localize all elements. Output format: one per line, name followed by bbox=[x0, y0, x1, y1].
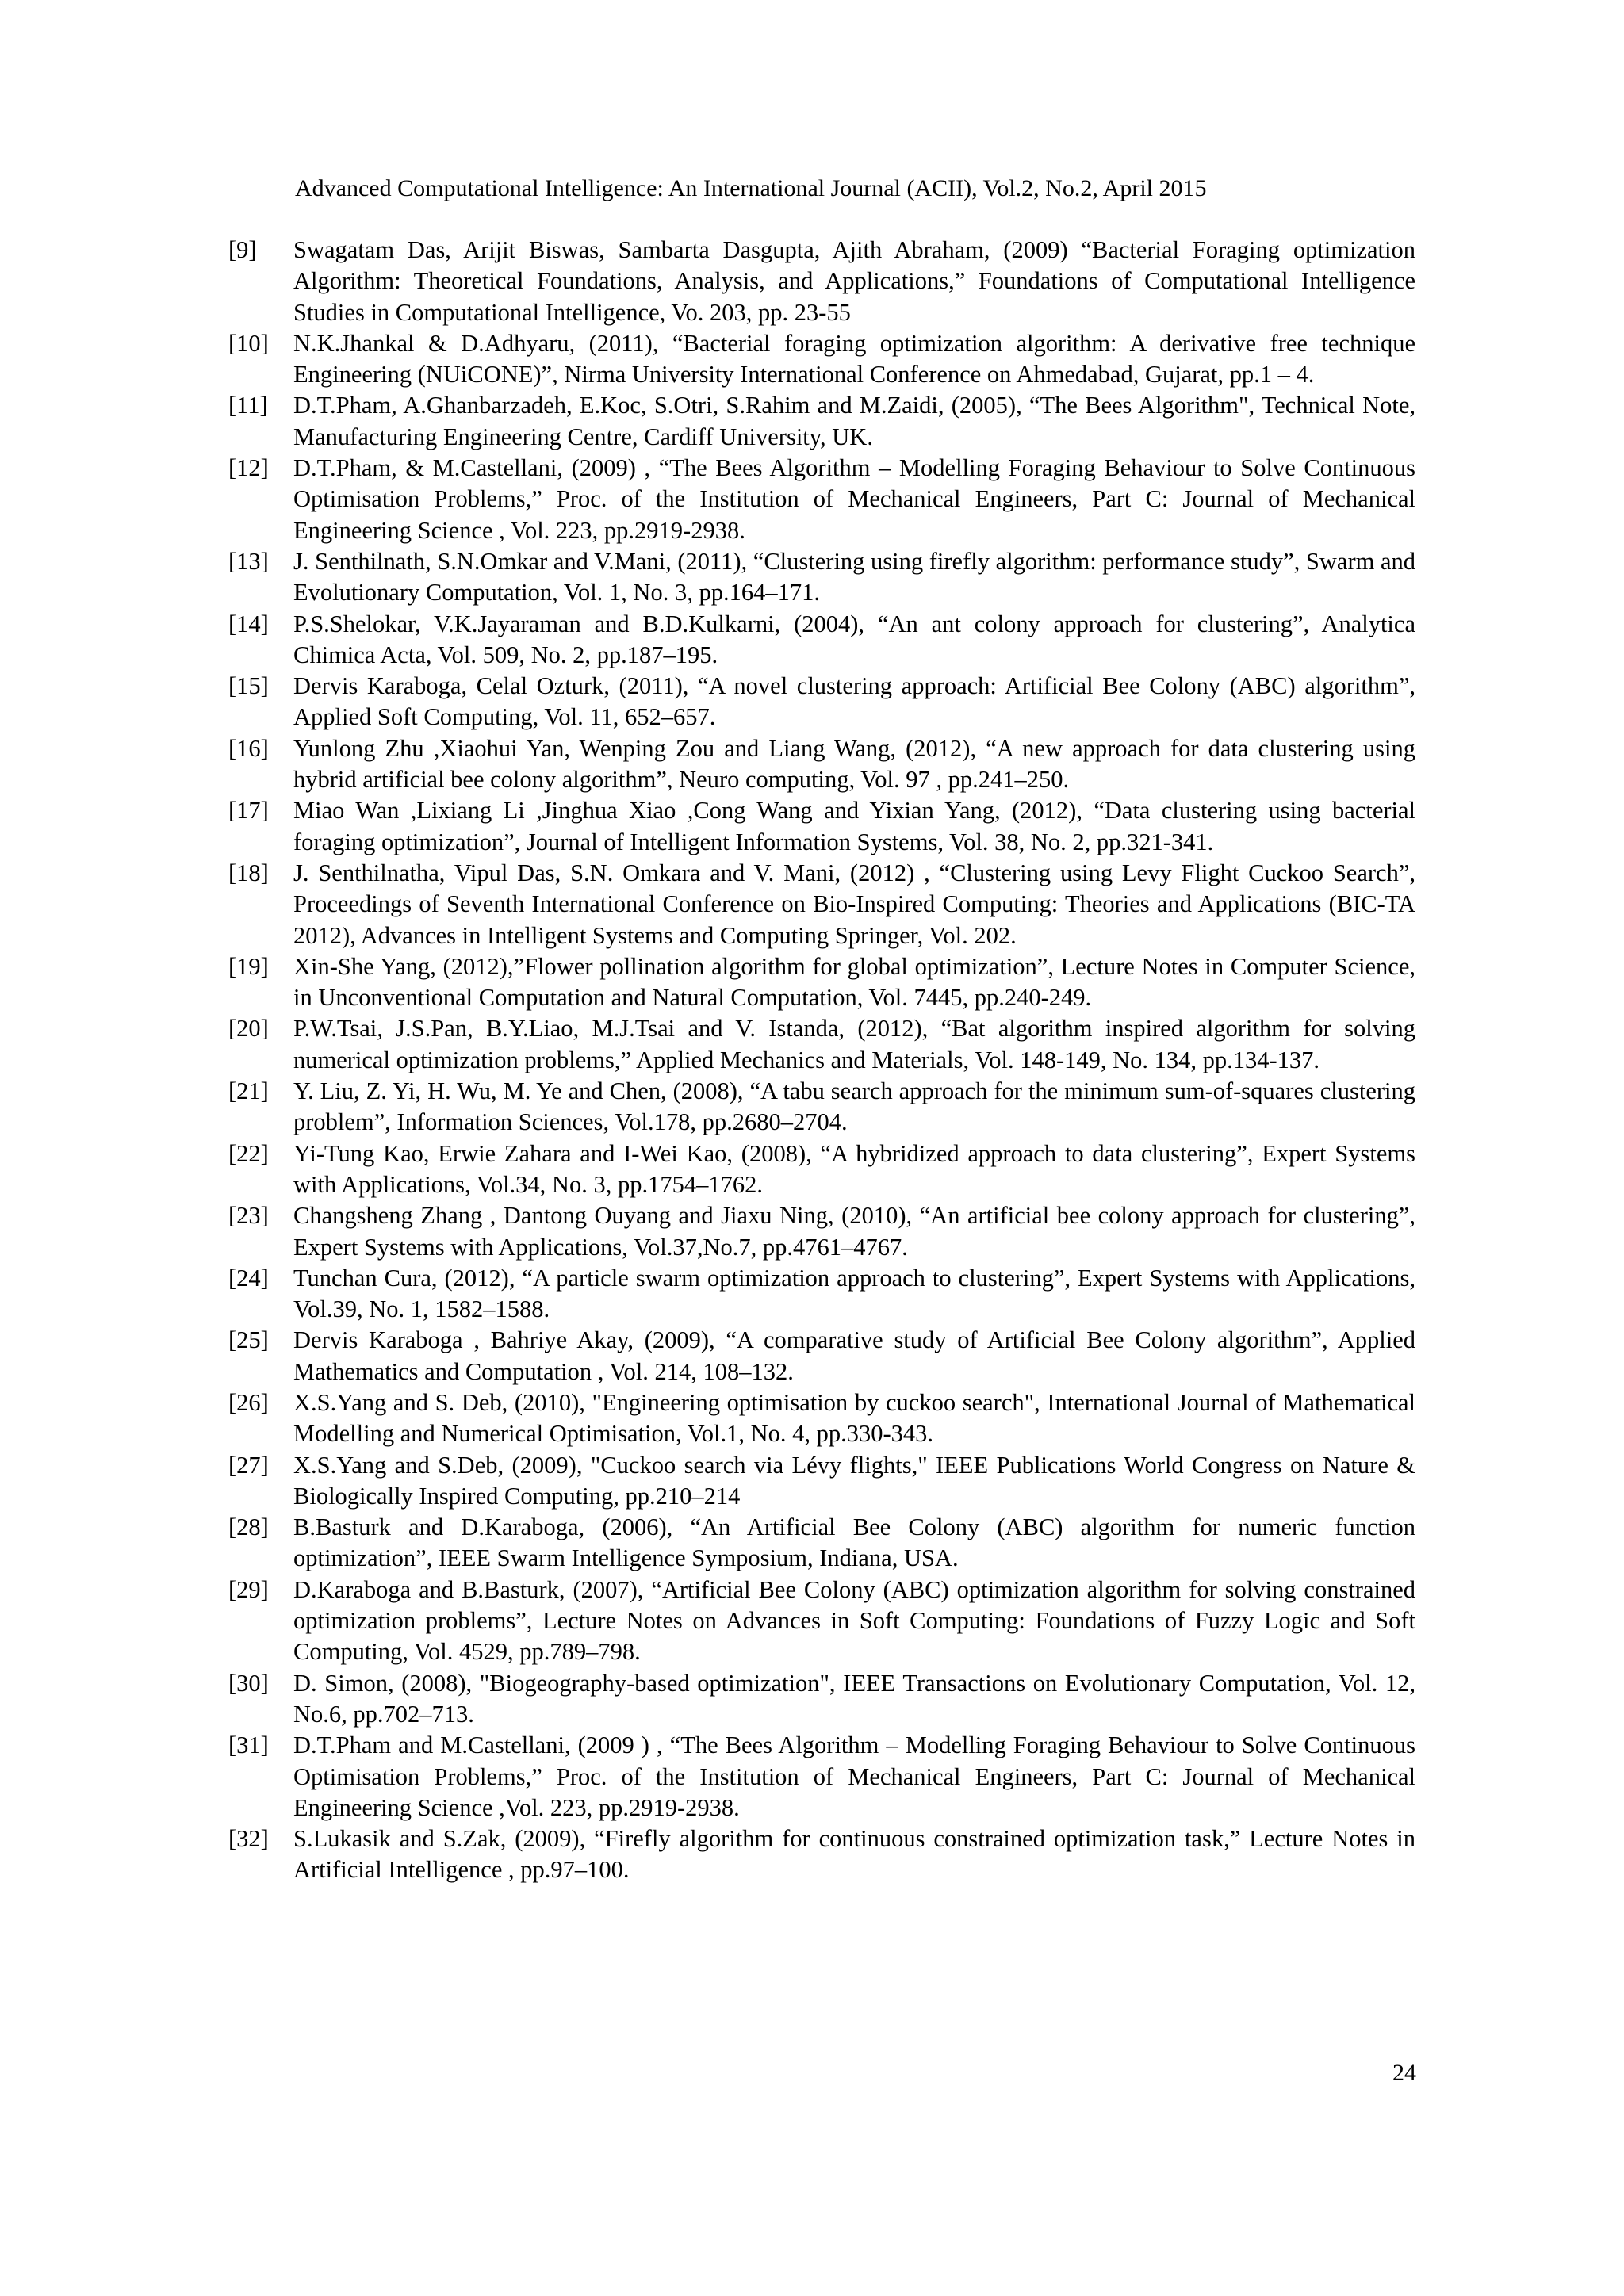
reference-number: [10] bbox=[228, 329, 269, 357]
reference-text: X.S.Yang and S. Deb, (2010), "Engineering optimisation by cuckoo search", International Journal of Mathematical Modelling and Numerical Optimisation, Vol.1, No. 4, pp.330-343. bbox=[293, 1388, 1415, 1448]
reference-item bbox=[228, 235, 1415, 328]
reference-text: J. Senthilnatha, Vipul Das, S.N. Omkara and V. Mani, (2012) , “Clustering using Levy Flight Cuckoo Search”, Proceedings of Seventh International Conference on Bio-Inspired Computing: Theories and Applications (BIC-TA 2012), Advances in Intelligent Systems and Computing Springer, Vol. 202. bbox=[293, 859, 1415, 949]
reference-text: Xin-She Yang, (2012),”Flower pollination algorithm for global optimization”, Lecture Notes in Computer Science, in Unconventional Computation and Natural Computation, Vol. 7445, pp.240-249. bbox=[293, 952, 1415, 1012]
reference-item bbox=[228, 390, 1415, 453]
reference-text: Yi-Tung Kao, Erwie Zahara and I-Wei Kao, (2008), “A hybridized approach to data clustering”, Expert Systems with Applications, Vol.34, No. 3, pp.1754–1762. bbox=[293, 1139, 1415, 1198]
reference-item bbox=[228, 1263, 1415, 1326]
reference-number: [22] bbox=[228, 1139, 269, 1167]
reference-text: D. Simon, (2008), "Biogeography-based optimization", IEEE Transactions on Evolutionary Computation, Vol. 12, No.6, pp.702–713. bbox=[293, 1669, 1415, 1728]
reference-text: Changsheng Zhang , Dantong Ouyang and Jiaxu Ning, (2010), “An artificial bee colony approach for clustering”, Expert Systems with Applications, Vol.37,No.7, pp.4761–4767. bbox=[293, 1202, 1415, 1261]
reference-number: [30] bbox=[228, 1669, 269, 1697]
reference-item bbox=[228, 1387, 1415, 1450]
reference-text: Dervis Karaboga , Bahriye Akay, (2009), “A comparative study of Artificial Bee Colony algorithm”, Applied Mathematics and Computation , Vol. 214, 108–132. bbox=[293, 1326, 1415, 1385]
reference-item bbox=[228, 1200, 1415, 1263]
reference-number: [14] bbox=[228, 610, 269, 637]
reference-item bbox=[228, 546, 1415, 609]
reference-text: D.T.Pham and M.Castellani, (2009 ) , “The Bees Algorithm – Modelling Foraging Behaviour to Solve Continuous Optimisation Problems,” Proc. of the Institution of Mechanical Engineers, Part C: Journal of Mechanical Engineering Science ,Vol. 223, pp.2919-2938. bbox=[293, 1732, 1415, 1821]
reference-item bbox=[228, 1730, 1415, 1823]
reference-number: [15] bbox=[228, 672, 269, 700]
reference-text: Dervis Karaboga, Celal Ozturk, (2011), “A novel clustering approach: Artificial Bee Colony (ABC) algorithm”, Applied Soft Computing, Vol. 11, 652–657. bbox=[293, 672, 1415, 731]
reference-text: J. Senthilnath, S.N.Omkar and V.Mani, (2011), “Clustering using firefly algorithm: performance study”, Swarm and Evolutionary Computation, Vol. 1, No. 3, pp.164–171. bbox=[293, 547, 1415, 607]
reference-item bbox=[228, 1575, 1415, 1668]
reference-number: [17] bbox=[228, 797, 269, 825]
reference-text: S.Lukasik and S.Zak, (2009), “Firefly algorithm for continuous constrained optimization task,” Lecture Notes in Artificial Intelligence , pp.97–100. bbox=[293, 1825, 1415, 1884]
reference-item bbox=[228, 858, 1415, 951]
reference-number: [24] bbox=[228, 1264, 269, 1292]
reference-item bbox=[228, 1325, 1415, 1387]
reference-number: [31] bbox=[228, 1732, 269, 1759]
reference-number: [26] bbox=[228, 1388, 269, 1416]
reference-item bbox=[228, 609, 1415, 672]
reference-item bbox=[228, 951, 1415, 1014]
reference-item bbox=[228, 1512, 1415, 1575]
reference-text: B.Basturk and D.Karaboga, (2006), “An Artificial Bee Colony (ABC) algorithm for numeric function optimization”, IEEE Swarm Intelligence Symposium, Indiana, USA. bbox=[293, 1513, 1415, 1572]
reference-text: D.T.Pham, A.Ghanbarzadeh, E.Koc, S.Otri, S.Rahim and M.Zaidi, (2005), “The Bees Algorithm", Technical Note, Manufacturing Engineering Centre, Cardiff University, UK. bbox=[293, 392, 1415, 450]
reference-text: D.Karaboga and B.Basturk, (2007), “Artificial Bee Colony (ABC) optimization algorithm for solving constrained optimization problems”, Lecture Notes on Advances in Soft Computing: Foundations of Fuzzy Logic and Soft Computing, Vol. 4529, pp.789–798. bbox=[293, 1575, 1415, 1666]
reference-text: X.S.Yang and S.Deb, (2009), "Cuckoo search via Lévy flights," IEEE Publications World Congress on Nature & Biologically Inspired Computing, pp.210–214 bbox=[293, 1451, 1415, 1510]
reference-item bbox=[228, 1138, 1415, 1201]
reference-list bbox=[228, 235, 1415, 1886]
reference-item bbox=[228, 1668, 1415, 1731]
reference-text: P.S.Shelokar, V.K.Jayaraman and B.D.Kulkarni, (2004), “An ant colony approach for clustering”, Analytica Chimica Acta, Vol. 509, No. 2, pp.187–195. bbox=[293, 610, 1415, 668]
reference-text: D.T.Pham, & M.Castellani, (2009) , “The Bees Algorithm – Modelling Foraging Behaviour to Solve Continuous Optimisation Problems,” Proc. of the Institution of Mechanical Engineers, Part C: Journal of Mechanical Engineering Science , Vol. 223, pp.2919-2938. bbox=[293, 454, 1415, 544]
reference-text: P.W.Tsai, J.S.Pan, B.Y.Liao, M.J.Tsai and V. Istanda, (2012), “Bat algorithm inspired algorithm for solving numerical optimization problems,” Applied Mechanics and Materials, Vol. 148-149, No. 134, pp.134-137. bbox=[293, 1015, 1415, 1073]
reference-text: N.K.Jhankal & D.Adhyaru, (2011), “Bacterial foraging optimization algorithm: A derivative free technique Engineering (NUiCONE)”, Nirma University International Conference on Ahmedabad, Gujarat, pp.1 – 4. bbox=[293, 329, 1415, 388]
reference-number: [32] bbox=[228, 1825, 269, 1853]
reference-item bbox=[228, 733, 1415, 796]
reference-number: [29] bbox=[228, 1575, 269, 1603]
reference-number: [12] bbox=[228, 454, 269, 482]
reference-number: [28] bbox=[228, 1513, 269, 1541]
reference-number: [19] bbox=[228, 952, 269, 980]
reference-number: [20] bbox=[228, 1015, 269, 1043]
reference-number: [25] bbox=[228, 1326, 269, 1354]
reference-text: Y. Liu, Z. Yi, H. Wu, M. Ye and Chen, (2008), “A tabu search approach for the minimum sum-of-squares clustering problem”, Information Sciences, Vol.178, pp.2680–2704. bbox=[293, 1077, 1415, 1136]
reference-item bbox=[228, 1076, 1415, 1138]
reference-item bbox=[228, 795, 1415, 858]
reference-text: Swagatam Das, Arijit Biswas, Sambarta Dasgupta, Ajith Abraham, (2009) “Bacterial Foraging optimization Algorithm: Theoretical Foundations, Analysis, and Applications,” Foundations of Computational Intelligence Studies in Computational Intelligence, Vo. 203, pp. 23-55 bbox=[293, 236, 1415, 326]
reference-item bbox=[228, 1013, 1415, 1076]
reference-item bbox=[228, 328, 1415, 391]
reference-number: [9] bbox=[228, 236, 257, 263]
reference-text: Miao Wan ,Lixiang Li ,Jinghua Xiao ,Cong Wang and Yixian Yang, (2012), “Data clustering using bacterial foraging optimization”, Journal of Intelligent Information Systems, Vol. 38, No. 2, pp.321-341. bbox=[293, 797, 1415, 855]
reference-number: [16] bbox=[228, 734, 269, 762]
reference-text: Tunchan Cura, (2012), “A particle swarm optimization approach to clustering”, Expert Systems with Applications, Vol.39, No. 1, 1582–1588. bbox=[293, 1264, 1415, 1323]
reference-item bbox=[228, 453, 1415, 546]
running-header: Advanced Computational Intelligence: An International Journal (ACII), Vol.2, No.2, April 2015 bbox=[295, 175, 1207, 201]
reference-item bbox=[228, 1450, 1415, 1513]
reference-number: [18] bbox=[228, 859, 269, 886]
reference-item bbox=[228, 1823, 1415, 1886]
reference-text: Yunlong Zhu ,Xiaohui Yan, Wenping Zou and Liang Wang, (2012), “A new approach for data clustering using hybrid artificial bee colony algorithm”, Neuro computing, Vol. 97 , pp.241–250. bbox=[293, 734, 1415, 794]
reference-number: [11] bbox=[228, 392, 268, 419]
reference-item bbox=[228, 671, 1415, 733]
page-number: 24 bbox=[1392, 2060, 1416, 2086]
reference-number: [23] bbox=[228, 1202, 269, 1230]
reference-number: [27] bbox=[228, 1451, 269, 1479]
reference-number: [21] bbox=[228, 1077, 269, 1105]
reference-number: [13] bbox=[228, 547, 269, 575]
